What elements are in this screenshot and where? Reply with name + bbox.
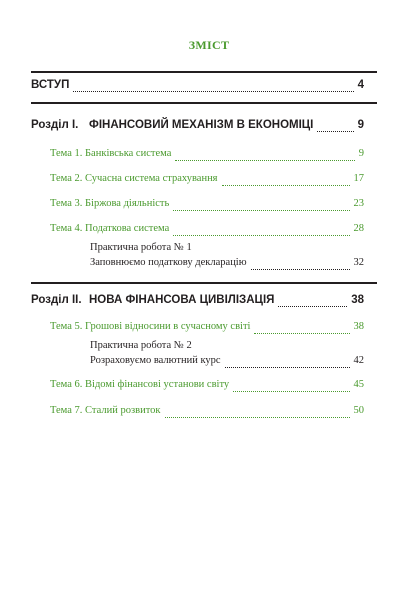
toc-section-label bbox=[31, 293, 274, 307]
section-title: НОВА ФІНАНСОВА ЦИВІЛІЗАЦІЯ bbox=[89, 294, 275, 306]
toc-topic-label: Тема 5. Грошові відносини в сучасному світі bbox=[50, 321, 251, 332]
toc-topic-label: Тема 4. Податкова система bbox=[50, 223, 170, 234]
toc-topic-page: 23 bbox=[353, 198, 364, 209]
dot-leader bbox=[173, 225, 349, 236]
toc-topic-label: Тема 1. Банківська система bbox=[50, 148, 172, 159]
intro-divider bbox=[31, 102, 377, 104]
dot-leader bbox=[278, 296, 347, 307]
dot-leader bbox=[222, 175, 350, 186]
dot-leader bbox=[251, 259, 350, 270]
section-title: ФІНАНСОВИЙ МЕХАНІЗМ В ЕКОНОМІЦІ bbox=[89, 119, 314, 131]
toc-entry-label: ВСТУП bbox=[31, 79, 70, 91]
toc-topic-2[interactable] bbox=[50, 172, 364, 186]
toc-practice-label: Заповнюємо податкову декларацію bbox=[90, 257, 247, 268]
toc-section-1[interactable] bbox=[31, 118, 364, 132]
practice-heading-1: Практична робота № 1 bbox=[90, 242, 192, 253]
practice-heading-2: Практична робота № 2 bbox=[90, 340, 192, 351]
toc-topic-label: Тема 7. Сталий розвиток bbox=[50, 405, 161, 416]
toc-topic-1[interactable] bbox=[50, 147, 364, 161]
top-divider bbox=[31, 71, 377, 73]
toc-topic-4[interactable] bbox=[50, 222, 364, 236]
page-title: ЗМІСТ bbox=[188, 38, 230, 52]
toc-entry-intro[interactable] bbox=[31, 78, 364, 92]
toc-section-2[interactable] bbox=[31, 293, 364, 307]
dot-leader bbox=[225, 357, 350, 368]
toc-topic-label: Тема 3. Біржова діяльність bbox=[50, 198, 170, 209]
toc-topic-3[interactable] bbox=[50, 197, 364, 211]
toc-section-page: 38 bbox=[351, 294, 364, 306]
dot-leader bbox=[175, 150, 354, 161]
dot-leader bbox=[73, 81, 353, 92]
toc-topic-page: 45 bbox=[353, 379, 364, 390]
dot-leader bbox=[254, 323, 349, 334]
toc-entry-page: 4 bbox=[357, 79, 364, 91]
dot-leader bbox=[173, 200, 349, 211]
toc-practice-page: 42 bbox=[353, 355, 364, 366]
toc-topic-label: Тема 6. Відомі фінансові установи світу bbox=[50, 379, 230, 390]
dot-leader bbox=[165, 407, 350, 418]
section-prefix: Розділ II. bbox=[31, 294, 82, 306]
toc-practice-2[interactable] bbox=[90, 354, 364, 368]
section-divider bbox=[31, 282, 377, 284]
toc-topic-6[interactable] bbox=[50, 378, 364, 392]
toc-practice-page: 32 bbox=[353, 257, 364, 268]
toc-section-label bbox=[31, 118, 313, 132]
toc-topic-page: 9 bbox=[358, 148, 364, 159]
toc-topic-7[interactable] bbox=[50, 404, 364, 418]
toc-topic-page: 50 bbox=[353, 405, 364, 416]
section-prefix: Розділ I. bbox=[31, 119, 79, 131]
dot-leader bbox=[317, 121, 353, 132]
toc-practice-1[interactable] bbox=[90, 256, 364, 270]
toc-topic-page: 17 bbox=[353, 173, 364, 184]
toc-topic-label: Тема 2. Сучасна система страхування bbox=[50, 173, 218, 184]
dot-leader bbox=[233, 381, 349, 392]
toc-topic-page: 38 bbox=[353, 321, 364, 332]
toc-topic-page: 28 bbox=[353, 223, 364, 234]
toc-topic-5[interactable] bbox=[50, 320, 364, 334]
toc-section-page: 9 bbox=[357, 119, 364, 131]
toc-practice-label: Розраховуємо валютний курс bbox=[90, 355, 221, 366]
